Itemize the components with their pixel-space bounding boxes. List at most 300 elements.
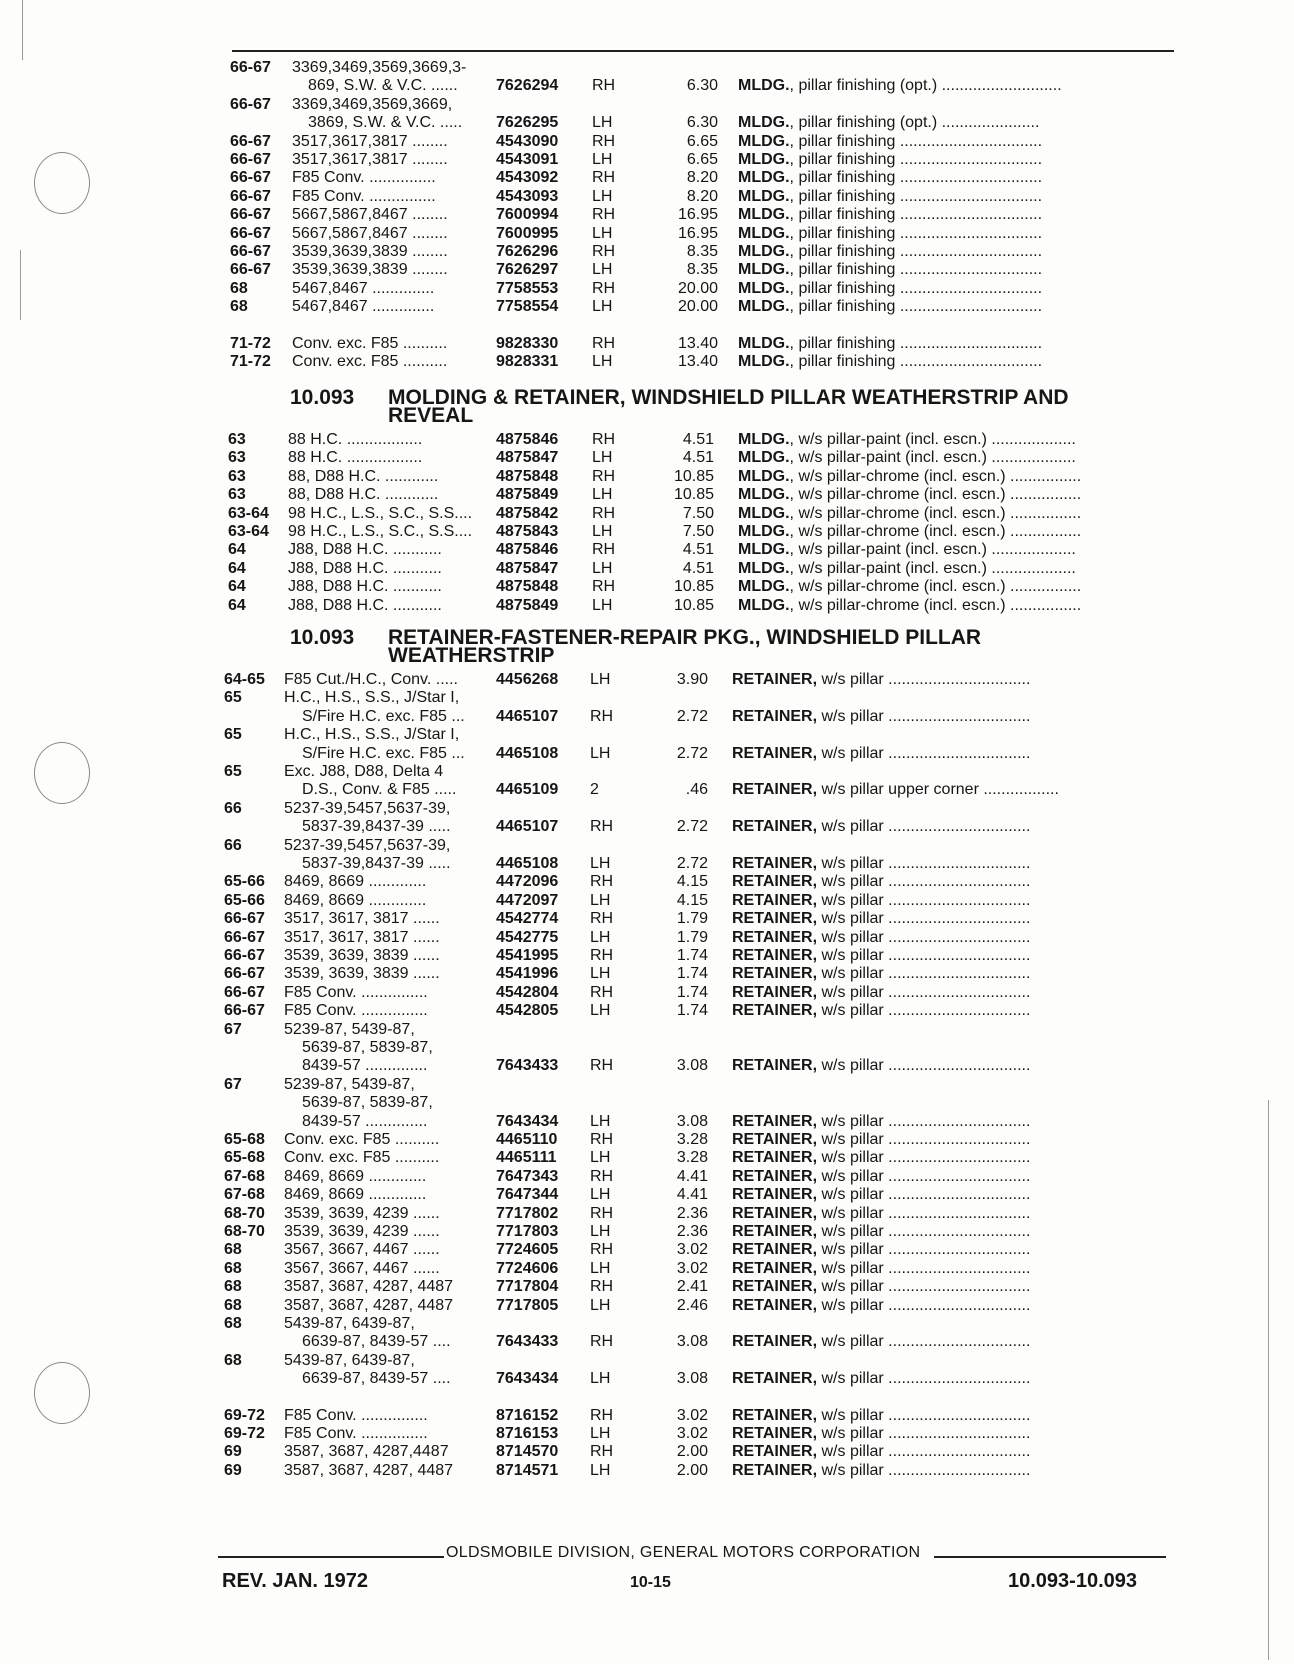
table-row [0,872,1294,892]
model-cell: 3587, 3687, 4287, 4487 [284,1278,454,1296]
price-cell: 3.08 [676,1112,708,1130]
table-row [0,1093,1294,1113]
side-cell: RH [590,1167,614,1185]
price-cell: 3.08 [676,1370,708,1388]
price-cell: 1.74 [676,1002,708,1020]
description-text: w/s pillar ................................ [817,1443,1031,1461]
part-number-cell: 4541995 [496,947,559,964]
description-keyword: RETAINER, [732,1223,818,1240]
revision-date: REV. JAN. 1972 [222,1570,369,1592]
description-text: w/s pillar ................................ [817,1204,1031,1222]
part-number-cell: 4875849 [496,486,559,504]
year-cell: 64 [228,578,246,596]
model-cell: 5837-39,8437-39 ..... [302,818,451,836]
model-cell: 8469, 8669 ............. [284,891,427,909]
description-keyword: RETAINER, [732,1259,818,1277]
price-cell: 2.72 [676,855,708,872]
part-number-cell: 4543092 [496,169,559,187]
description-keyword: MLDG. [738,169,790,187]
side-cell: RH [590,818,614,836]
price-cell: 2.00 [676,1443,708,1461]
table-row [0,205,1294,225]
description-cell [732,928,1172,948]
part-number-cell: 7626295 [496,114,559,132]
description-cell [738,205,1178,225]
part-number-cell: 7643434 [496,1112,559,1130]
part-number-cell: 4875848 [496,467,559,485]
model-cell: 3369,3469,3569,3669, [292,95,453,113]
side-cell: LH [592,114,613,132]
price-cell: 3.08 [676,1057,708,1075]
model-cell: 5439-87, 6439-87, [284,1315,415,1332]
model-cell: 8469, 8669 ............. [284,1186,427,1204]
description-text: , w/s pillar-paint (incl. escn.) ................... [789,431,1076,448]
description-keyword: MLDG. [738,114,790,132]
year-cell: 64 [228,559,246,577]
table-row [0,150,1294,170]
table-row [0,168,1294,188]
side-cell: RH [592,504,616,522]
year-cell: 64 [228,541,246,559]
price-cell: 3.90 [676,671,708,688]
description-keyword: RETAINER, [732,1443,818,1461]
description-keyword: RETAINER, [732,1406,818,1424]
year-cell: 66-67 [224,965,265,983]
model-cell: 5237-39,5457,5637-39, [284,799,451,817]
table-row [0,352,1294,372]
side-cell: RH [592,431,616,448]
table-row [0,76,1294,96]
description-text: w/s pillar ................................ [817,1370,1031,1388]
price-cell: 6.65 [686,132,718,150]
model-cell: F85 Conv. ............... [284,1406,428,1424]
description-cell [732,670,1172,690]
description-cell [732,780,1172,800]
description-keyword: RETAINER, [732,1370,818,1388]
price-cell: 2.00 [676,1461,708,1479]
section-heading-retainer [290,626,982,667]
side-cell: RH [590,1241,614,1259]
description-keyword: MLDG. [738,206,790,224]
model-cell: 98 H.C., L.S., S.C., S.S.... [288,504,473,522]
section-title-cont: WEATHERSTRIP [388,644,555,667]
part-number-cell: 4472097 [496,891,559,909]
description-text: w/s pillar ................................ [817,818,1031,836]
description-keyword: RETAINER, [732,1333,818,1351]
description-cell [738,467,1178,487]
description-keyword: MLDG. [738,151,790,168]
part-number-cell: 7724605 [496,1241,559,1259]
part-number-cell: 9828330 [496,334,559,352]
description-keyword: MLDG. [738,504,790,522]
description-keyword: RETAINER, [732,965,818,983]
price-cell: 16.95 [677,224,718,242]
description-text: w/s pillar ................................ [817,928,1031,946]
description-keyword: RETAINER, [732,910,818,928]
side-cell: RH [590,1333,614,1351]
year-cell: 69-72 [224,1406,265,1424]
year-cell: 68 [224,1278,242,1296]
price-cell: 7.50 [682,523,714,540]
description-cell [732,1296,1172,1316]
description-cell [738,577,1178,597]
year-cell: 68 [224,1351,242,1369]
footer-rule-left [218,1556,444,1558]
description-keyword: RETAINER, [732,1461,818,1479]
part-number-cell: 4465108 [496,744,559,762]
table-row [0,596,1294,616]
description-text: , w/s pillar-chrome (incl. escn.) ................ [789,504,1082,522]
description-keyword: MLDG. [738,279,790,297]
section-title: MOLDING & RETAINER, WINDSHIELD PILLAR WEATHERSTRIP AND [388,386,1069,409]
model-cell: 5639-87, 5839-87, [302,1039,433,1056]
year-cell: 63 [228,467,246,485]
description-cell [732,744,1172,764]
description-keyword: RETAINER, [732,928,818,946]
table-row [0,279,1294,299]
description-keyword: RETAINER, [732,1425,818,1442]
year-cell: 68 [224,1296,242,1314]
part-number-cell: 4875846 [496,431,559,448]
description-text: , pillar finishing ................................ [789,206,1043,224]
part-number-cell: 7717802 [496,1204,559,1222]
description-cell [738,559,1178,579]
description-cell [732,1148,1172,1168]
year-cell: 69 [224,1443,242,1461]
side-cell: LH [590,1296,611,1314]
year-cell: 67 [224,1075,242,1093]
side-cell: 2 [590,781,599,799]
model-cell: 3587, 3687, 4287, 4487 [284,1296,454,1314]
model-cell: 3539, 3639, 3839 ...... [284,947,440,964]
table-row [0,836,1294,856]
year-cell: 66-67 [230,187,271,205]
year-cell: 66-67 [224,910,265,928]
price-cell: .46 [685,781,708,799]
part-number-cell: 4465107 [496,818,559,836]
section-heading-molding [290,386,1069,427]
footer-rule-right [934,1556,1166,1558]
price-cell: 2.72 [676,818,708,836]
price-cell: 13.40 [677,353,718,370]
table-row [0,1277,1294,1297]
table-row [0,522,1294,542]
side-cell: LH [592,596,613,614]
table-row [0,297,1294,317]
model-cell: 5467,8467 .............. [292,298,435,316]
price-cell: 1.79 [676,910,708,928]
table-row [0,113,1294,133]
year-cell: 63-64 [228,523,269,540]
model-cell: H.C., H.S., S.S., J/Star I, [284,689,460,707]
description-text: , pillar finishing ................................ [789,298,1043,316]
price-cell: 10.85 [673,467,714,485]
description-cell [732,983,1172,1003]
part-number-cell: 7600994 [496,206,559,224]
price-cell: 1.79 [676,928,708,946]
description-keyword: RETAINER, [732,1167,818,1185]
part-number-cell: 7647343 [496,1167,559,1185]
table-row [0,1406,1294,1426]
description-cell [738,352,1178,372]
description-text: , pillar finishing (opt.) ........................... [789,77,1062,95]
table-row [0,1167,1294,1187]
year-cell: 68 [224,1241,242,1259]
description-text: , w/s pillar-paint (incl. escn.) ................... [789,449,1076,467]
description-cell [732,946,1172,966]
side-cell: LH [592,298,613,316]
model-cell: 3539,3639,3839 ........ [292,243,448,260]
side-cell: LH [590,891,611,909]
description-text: w/s pillar ................................ [817,1186,1031,1204]
description-keyword: MLDG. [738,431,790,448]
price-cell: 2.36 [676,1223,708,1240]
table-row [0,1332,1294,1352]
side-cell: LH [590,1149,611,1167]
description-text: w/s pillar ................................ [817,1278,1031,1296]
side-cell: LH [590,928,611,946]
description-keyword: MLDG. [738,467,790,485]
side-cell: RH [590,1278,614,1296]
part-number-cell: 7626294 [496,77,559,95]
part-number-cell: 4542775 [496,928,559,946]
table-row [0,891,1294,911]
part-number-cell: 4465110 [496,1131,558,1148]
description-cell [732,1001,1172,1021]
model-cell: J88, D88 H.C. ........... [288,578,442,596]
year-cell: 66-67 [230,224,271,242]
section-code: 10.093 [290,626,355,649]
price-cell: 1.74 [676,947,708,964]
description-cell [732,707,1172,727]
description-keyword: MLDG. [738,559,790,577]
side-cell: LH [590,744,611,762]
description-text: , pillar finishing ................................ [789,353,1043,370]
table-row [0,1001,1294,1021]
description-cell [732,964,1172,984]
description-cell [738,485,1178,505]
model-cell: 3567, 3667, 4467 ...... [284,1259,440,1277]
price-cell: 4.41 [676,1167,708,1185]
price-cell: 4.51 [682,449,714,467]
table-row [0,928,1294,948]
description-keyword: RETAINER, [732,781,818,799]
year-cell: 66-67 [230,59,271,76]
part-number-cell: 7626296 [496,243,559,260]
model-cell: D.S., Conv. & F85 ..... [302,781,457,799]
part-number-cell: 8716152 [496,1406,559,1424]
price-cell: 3.02 [676,1425,708,1442]
year-cell: 66-67 [230,132,271,150]
description-text: w/s pillar ................................ [817,671,1031,688]
description-keyword: RETAINER, [732,707,818,725]
part-number-cell: 7600995 [496,224,559,242]
table-row [0,132,1294,152]
model-cell: J88, D88 H.C. ........... [288,541,442,559]
description-text: , pillar finishing ................................ [789,224,1043,242]
description-text: w/s pillar ................................ [817,1406,1031,1424]
model-cell: Conv. exc. F85 .......... [284,1131,440,1148]
model-cell: Conv. exc. F85 .......... [292,334,448,352]
price-cell: 6.30 [686,114,718,132]
description-cell [732,909,1172,929]
table-row [0,1222,1294,1242]
model-cell: 5439-87, 6439-87, [284,1351,415,1369]
page-number: 10-15 [630,1574,671,1591]
description-cell [732,1130,1172,1150]
description-cell [738,150,1178,170]
part-number-cell: 4875842 [496,504,559,522]
model-cell: 3587, 3687, 4287,4487 [284,1443,449,1461]
year-cell: 65-68 [224,1149,265,1167]
description-text: w/s pillar ................................ [817,891,1031,909]
description-text: w/s pillar ................................ [817,1241,1031,1259]
side-cell: RH [592,541,616,559]
table-row [0,964,1294,984]
model-cell: 88 H.C. ................. [288,449,423,467]
description-text: w/s pillar ................................ [817,1002,1031,1020]
description-keyword: MLDG. [738,578,790,596]
side-cell: LH [592,224,613,242]
part-number-cell: 8714571 [496,1461,559,1479]
year-cell: 68 [230,298,248,316]
side-cell: LH [590,855,611,872]
description-keyword: RETAINER, [732,947,818,964]
group-range: 10.093-10.093 [1008,1570,1138,1592]
side-cell: RH [590,1406,614,1424]
price-cell: 4.51 [682,541,714,559]
model-cell: H.C., H.S., S.S., J/Star I, [284,726,460,744]
side-cell: LH [592,486,613,504]
description-keyword: MLDG. [738,132,790,150]
model-cell: Conv. exc. F85 .......... [292,353,448,370]
year-cell: 65-66 [224,873,265,891]
description-cell [732,1259,1172,1279]
description-keyword: MLDG. [738,261,790,279]
price-cell: 4.15 [676,873,708,891]
price-cell: 4.41 [676,1186,708,1204]
price-cell: 3.02 [676,1241,708,1259]
table-row [0,540,1294,560]
description-text: w/s pillar ................................ [817,1223,1031,1240]
part-number-cell: 4875848 [496,578,559,596]
table-row [0,1056,1294,1076]
model-cell: 3517, 3617, 3817 ...... [284,910,440,928]
table-row [0,1314,1294,1334]
model-cell: 5237-39,5457,5637-39, [284,836,451,854]
description-text: , pillar finishing ................................ [789,151,1043,168]
part-number-cell: 4875846 [496,541,559,559]
model-cell: 6639-87, 8439-57 .... [302,1333,451,1351]
model-cell: 88, D88 H.C. ............ [288,467,439,485]
table-row [0,1204,1294,1224]
description-text: w/s pillar ................................ [817,965,1031,983]
part-number-cell: 9828331 [496,353,559,370]
description-keyword: RETAINER, [732,1112,818,1130]
description-text: w/s pillar ................................ [817,1333,1031,1351]
year-cell: 65 [224,763,242,780]
year-cell: 64 [228,596,246,614]
description-text: , pillar finishing ................................ [789,132,1043,150]
year-cell: 66-67 [230,95,271,113]
description-keyword: RETAINER, [732,1278,818,1296]
table-row [0,1020,1294,1040]
model-cell: 3539, 3639, 4239 ...... [284,1204,440,1222]
description-cell [732,1424,1172,1444]
description-keyword: RETAINER, [732,818,818,836]
description-keyword: MLDG. [738,596,790,614]
description-cell [738,242,1178,262]
side-cell: RH [592,132,616,150]
description-text: w/s pillar ................................ [817,873,1031,891]
price-cell: 3.08 [676,1333,708,1351]
part-number-cell: 7758553 [496,279,559,297]
table-row [0,1296,1294,1316]
price-cell: 13.40 [677,334,718,352]
description-cell [732,817,1172,837]
year-cell: 66-67 [230,206,271,224]
table-row [0,1075,1294,1095]
year-cell: 65 [224,689,242,707]
side-cell: LH [590,1370,611,1388]
description-cell [732,1185,1172,1205]
part-number-cell: 4875843 [496,523,559,540]
model-cell: F85 Cut./H.C., Conv. ..... [284,671,458,688]
table-row [0,1424,1294,1444]
description-keyword: RETAINER, [732,1296,818,1314]
description-text: w/s pillar ................................ [817,947,1031,964]
model-cell: F85 Conv. ............... [292,169,436,187]
description-keyword: RETAINER, [732,891,818,909]
model-cell: 8469, 8669 ............. [284,873,427,891]
description-text: w/s pillar ................................ [817,1425,1031,1442]
side-cell: RH [592,578,616,596]
year-cell: 63 [228,449,246,467]
price-cell: 3.28 [676,1131,708,1148]
model-cell: F85 Conv. ............... [284,983,428,1001]
year-cell: 66-67 [230,169,271,187]
part-number-cell: 8716153 [496,1425,559,1442]
description-text: w/s pillar ................................ [817,910,1031,928]
description-cell [732,1369,1172,1389]
year-cell: 71-72 [230,353,271,370]
description-text: , w/s pillar-chrome (incl. escn.) ................ [789,596,1082,614]
description-cell [732,1056,1172,1076]
price-cell: 10.85 [673,596,714,614]
description-text: , pillar finishing ................................ [789,334,1043,352]
year-cell: 68-70 [224,1204,265,1222]
price-cell: 8.35 [686,261,718,279]
description-keyword: RETAINER, [732,1186,818,1204]
part-number-cell: 4875847 [496,449,559,467]
side-cell: RH [590,1131,614,1148]
table-row [0,1351,1294,1371]
description-text: w/s pillar ................................ [817,1131,1031,1148]
side-cell: LH [592,353,613,370]
description-text: w/s pillar ................................ [817,1461,1031,1479]
description-cell [732,872,1172,892]
description-cell [738,504,1178,524]
model-cell: 3517, 3617, 3817 ...... [284,928,440,946]
table-row [0,467,1294,487]
part-number-cell: 4543090 [496,132,559,150]
year-cell: 65-68 [224,1131,265,1148]
side-cell: LH [590,1259,611,1277]
description-keyword: RETAINER, [732,1241,818,1259]
description-cell [738,260,1178,280]
table-row [0,780,1294,800]
description-text: , pillar finishing ................................ [789,261,1043,279]
